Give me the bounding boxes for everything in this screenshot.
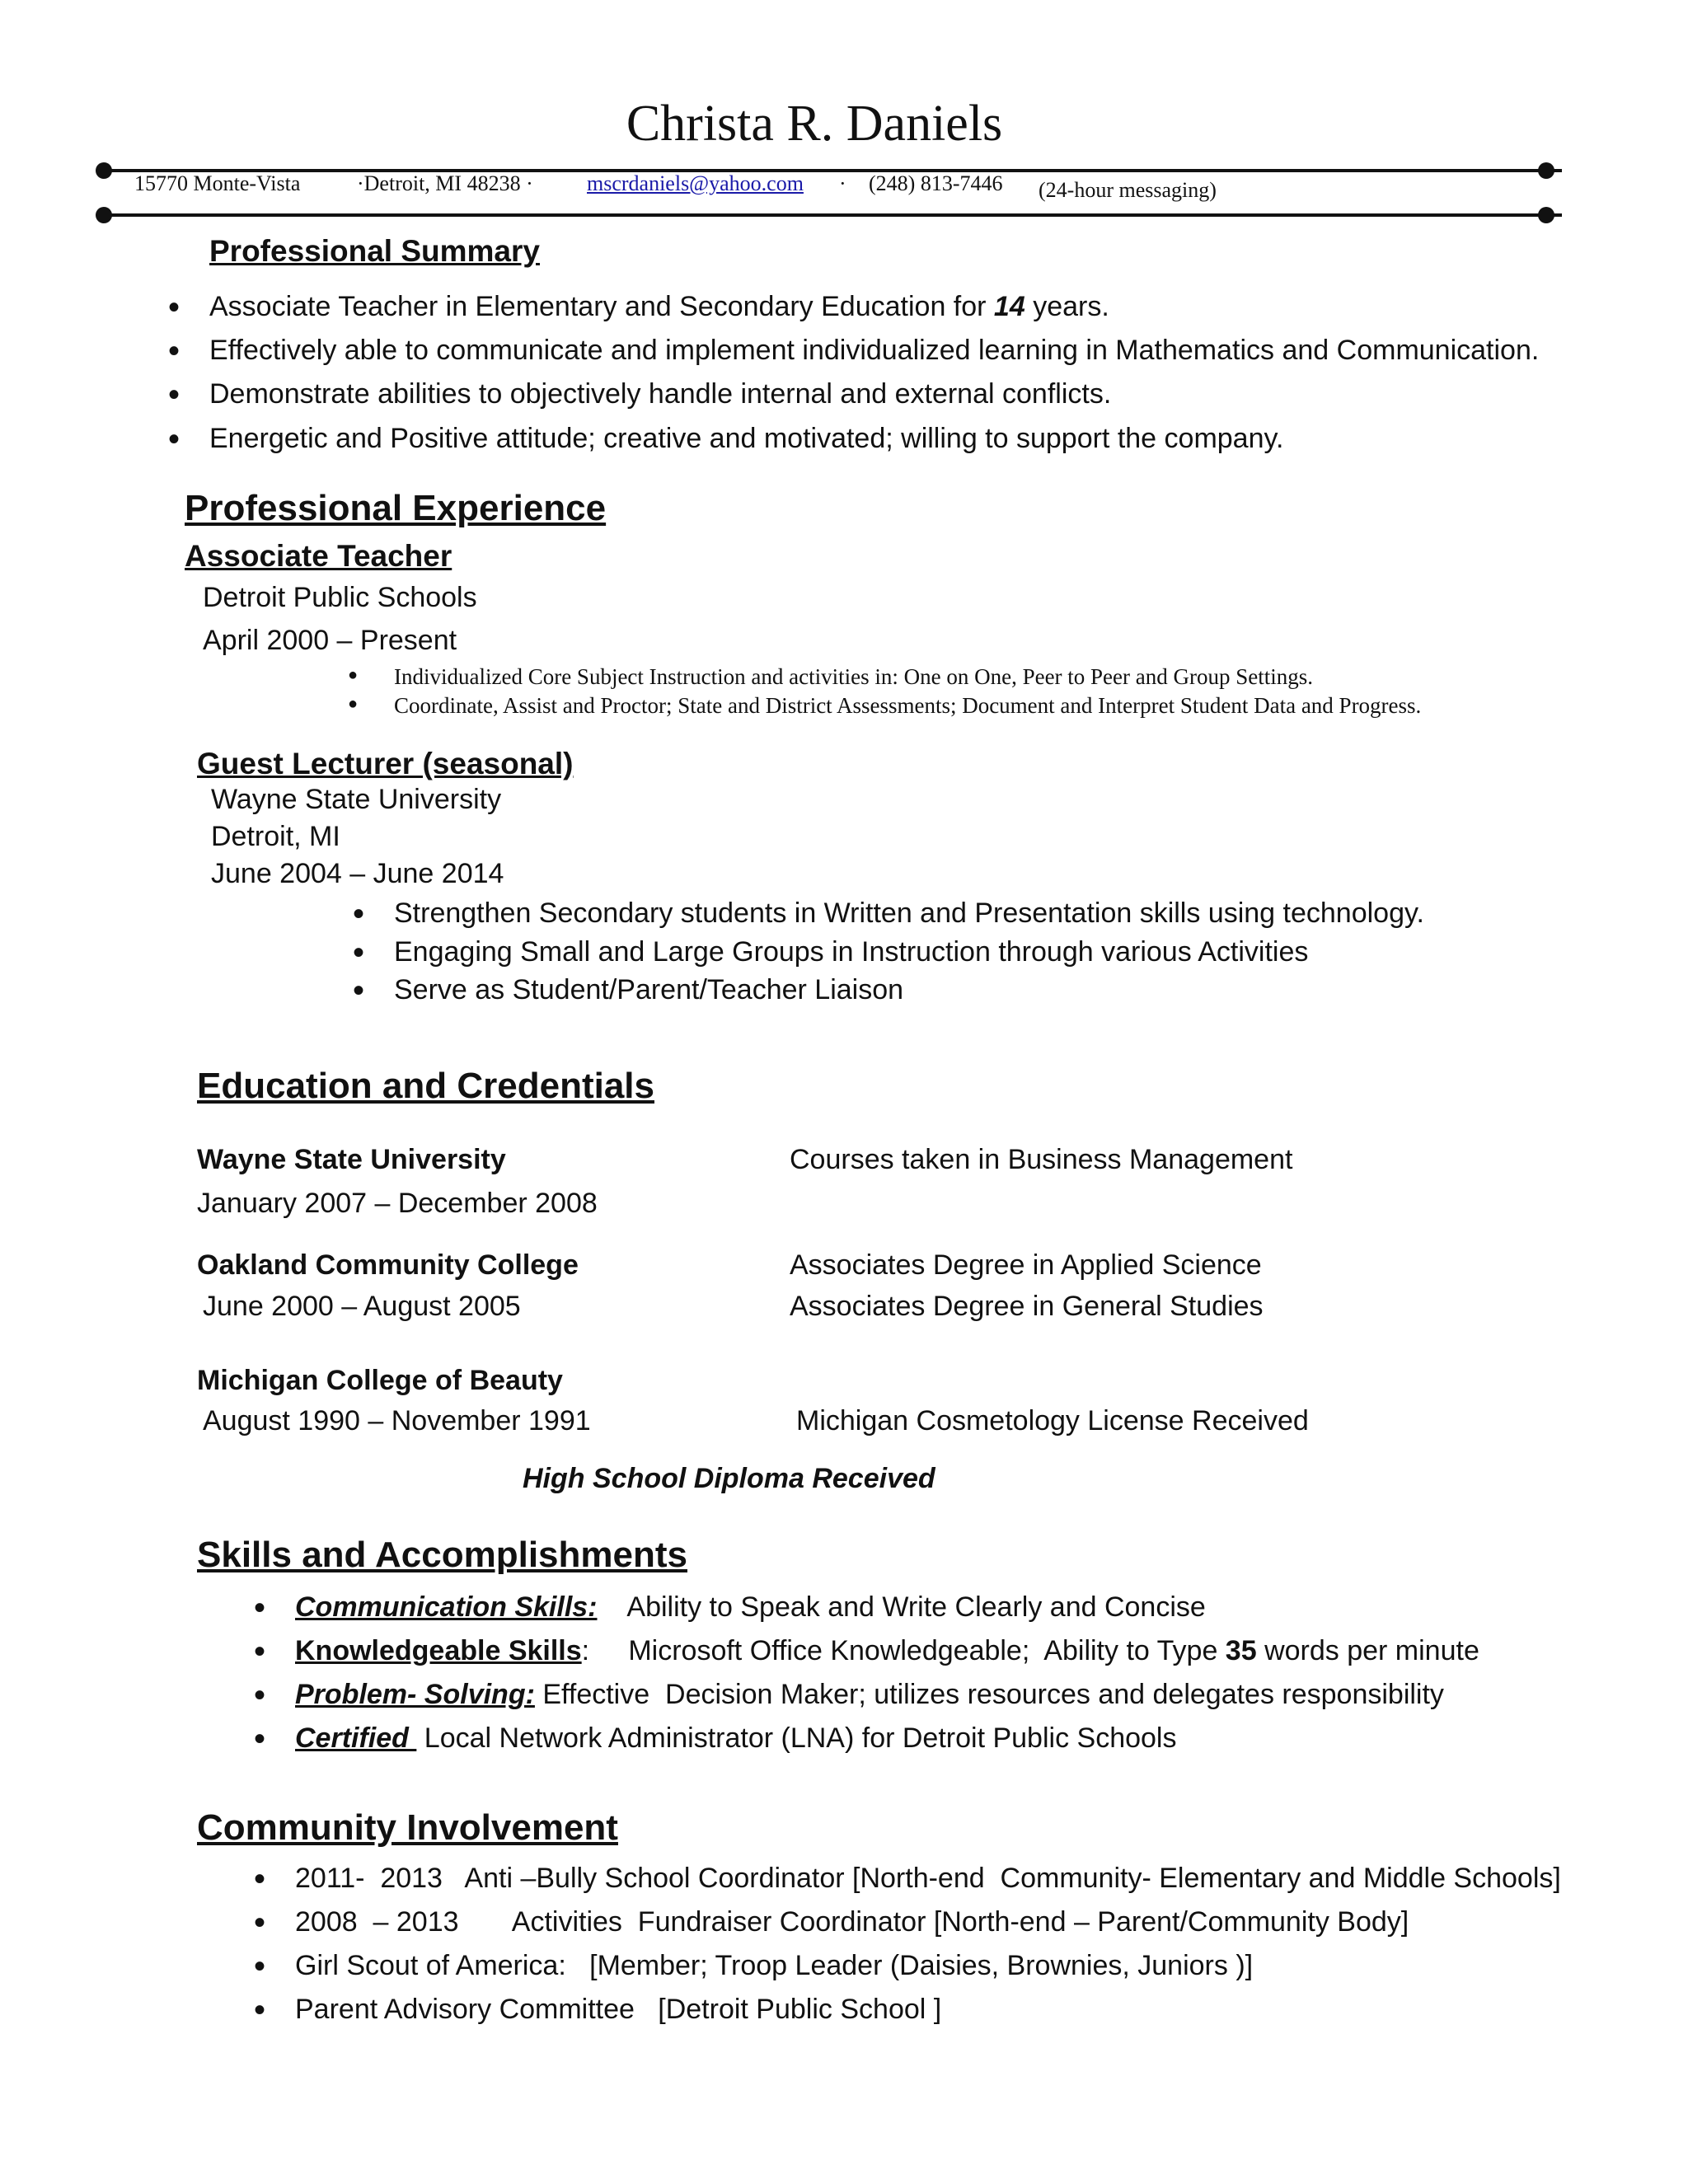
skill-item: • Knowledgeable Skills: Microsoft Office Knowledgeable; Ability to Type 35 words per minute [295,1635,1479,1667]
contact-email[interactable] [587,171,804,196]
school-name: Oakland Community College [197,1249,579,1281]
rule-dot [96,207,112,223]
contact-phone: (248) 813-7446 [869,171,1003,195]
school-credential: Michigan Cosmetology License Received [796,1405,1309,1436]
skill-item: • Communication Skills: Ability to Speak and Write Clearly and Concise [295,1591,1206,1624]
contact-separator: · [839,171,846,195]
job-role: Associate Teacher [185,539,452,573]
school-dates: June 2000 – August 2005 [203,1291,521,1322]
rule-dot [1538,207,1554,223]
contact-street: 15770 Monte-Vista [134,171,301,195]
section-title-education: Education and Credentials [197,1066,654,1106]
job-org: Detroit Public Schools [203,582,477,613]
job-role: Guest Lecturer (seasonal) [197,747,574,780]
summary-item: • Energetic and Positive attitude; creative and motivated; willing to support the company. [209,423,1283,455]
job-org: Wayne State University [211,784,502,815]
job-bullet: ● Individualized Core Subject Instruction and activities in: One on One, Peer to Peer and Group Settings. [394,664,1313,690]
section-title-skills: Skills and Accomplishments [197,1535,687,1575]
summary-item: • Associate Teacher in Elementary and Secondary Education for 14 years. [209,291,1109,323]
section-title-summary: Professional Summary [209,234,540,268]
email-link[interactable]: mscrdaniels@yahoo.com [587,171,804,195]
rule-dot [96,162,112,179]
skill-item: • Certified Local Network Administrator (LNA) for Detroit Public Schools [295,1722,1176,1755]
skill-item: • Problem- Solving: Effective Decision Maker; utilizes resources and delegates responsibility [295,1679,1444,1711]
job-bullet: ● Coordinate, Assist and Proctor; State and District Assessments; Document and Interpret Student Data and Progress. [394,693,1421,719]
school-credential: Associates Degree in General Studies [790,1291,1264,1322]
job-location: Detroit, MI [211,821,340,852]
community-item: • Parent Advisory Committee [Detroit Public School ] [295,1994,941,2026]
header-rule-top [103,169,1562,172]
candidate-name: Christa R. Daniels [626,96,1003,152]
school-dates: August 1990 – November 1991 [203,1405,591,1436]
school-name: Michigan College of Beauty [197,1365,563,1396]
contact-city: ·Detroit, MI 48238 · [357,171,533,195]
header-rule-bottom [103,213,1562,217]
community-item: • 2011- 2013 Anti –Bully School Coordinator [North-end Community- Elementary and Middle Schools] [295,1863,1561,1895]
school-credential: Associates Degree in Applied Science [790,1249,1262,1281]
summary-item: • Demonstrate abilities to objectively handle internal and external conflicts. [209,378,1111,410]
school-dates: January 2007 – December 2008 [197,1188,598,1219]
school-name: Wayne State University [197,1144,506,1175]
contact-phone-note: (24-hour messaging) [1039,178,1217,202]
diploma: High School Diploma Received [523,1463,935,1494]
section-title-community: Community Involvement [197,1807,618,1848]
job-dates: April 2000 – Present [203,625,457,656]
community-item: • 2008 – 2013 Activities Fundraiser Coordinator [North-end – Parent/Community Body] [295,1906,1409,1938]
job-bullet: • Serve as Student/Parent/Teacher Liaison [394,974,903,1006]
job-bullet: • Strengthen Secondary students in Written and Presentation skills using technology. [394,898,1424,930]
job-dates: June 2004 – June 2014 [211,858,504,889]
job-bullet: • Engaging Small and Large Groups in Instruction through various Activities [394,936,1308,968]
section-title-experience: Professional Experience [185,488,607,528]
rule-dot [1538,162,1554,179]
community-item: • Girl Scout of America: [Member; Troop Leader (Daisies, Brownies, Juniors )] [295,1950,1253,1982]
summary-item: • Effectively able to communicate and implement individualized learning in Mathematics and Communication. [209,335,1539,367]
school-credential: Courses taken in Business Management [790,1144,1293,1175]
